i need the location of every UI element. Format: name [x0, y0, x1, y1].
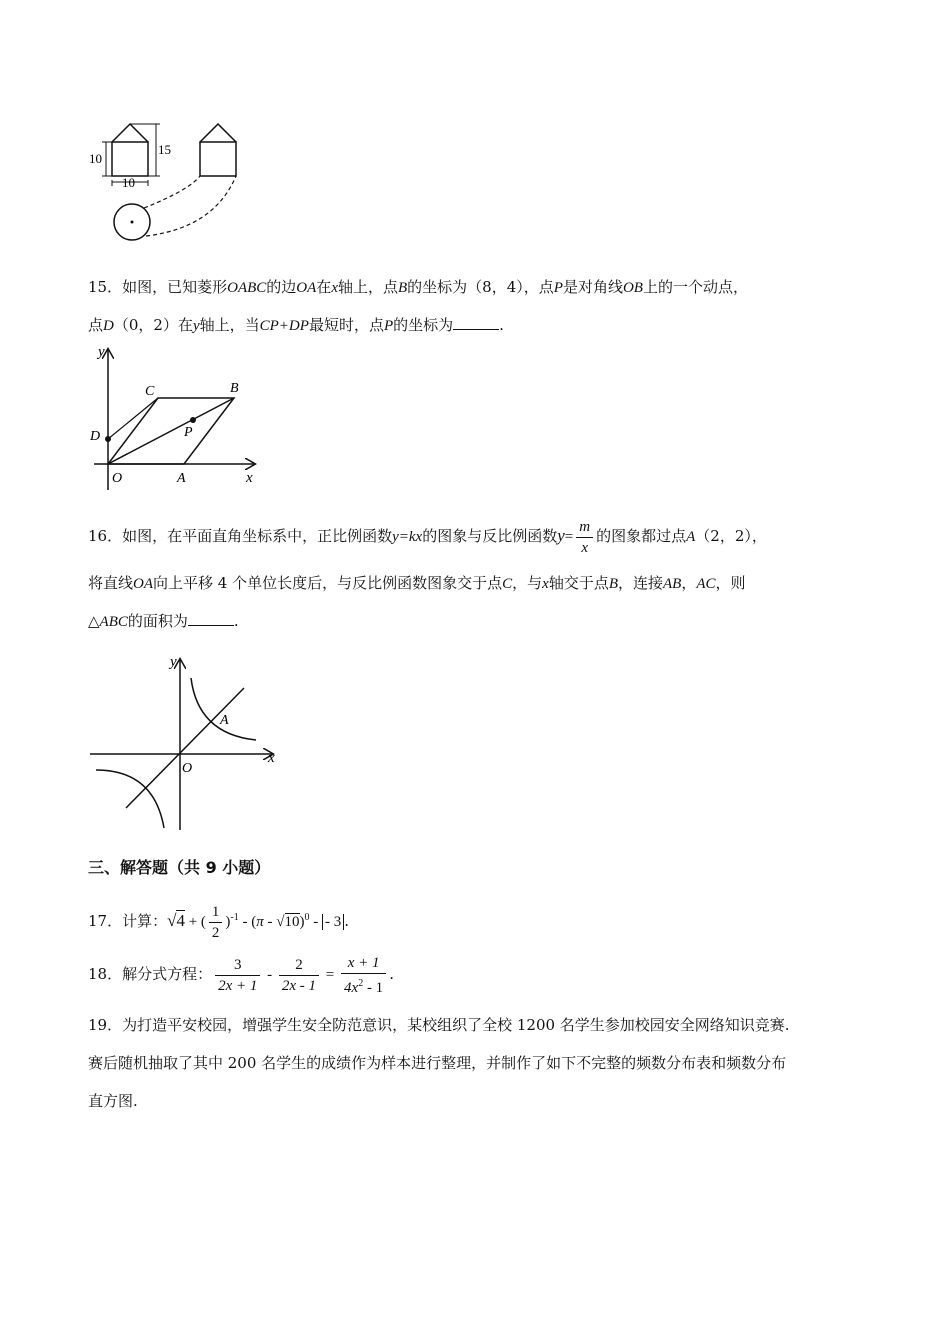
fraction-half: $\frac{1}{2}$ — [209, 902, 223, 943]
sqrt-4: √4 — [167, 911, 185, 930]
q16-line-2: 将直线OA向上平移 4 个单位长度后，与反比例函数图象交于点C，与x轴交于点B，连接AB，AC，则 — [88, 574, 746, 592]
answer-blank — [188, 611, 234, 626]
fraction-1: $\frac{3}{2x + 1}$ — [215, 955, 260, 996]
q17-line: 17．计算：√4 + ( $\frac{1}{2}$ )$^{-1}$ - (π - √10)$^0$ - - 3 . — [88, 903, 350, 941]
point-label-p: P — [184, 425, 193, 440]
q15-line-2: 点D（0，2）在y轴上，当CP+DP最短时，点P的坐标为 . — [88, 316, 504, 334]
house-projection-figure — [84, 118, 254, 248]
dim-label-height-right: 15 — [158, 142, 171, 157]
point-label-a: A — [220, 713, 229, 728]
q19-line-1: 19．为打造平安校园，增强学生安全防范意识，某校组织了全校 1200 名学生参加校园安全网络知识竞赛. — [88, 1016, 790, 1034]
axis-label-y: y — [98, 344, 105, 360]
point-label-o: O — [112, 471, 123, 486]
hyperbola-figure — [88, 652, 288, 834]
fraction-3: $\frac{x + 1}{4x^2 - 1}$ — [341, 953, 386, 998]
axis-label-y: y — [170, 654, 177, 670]
q16-line-1: 16．如图，在平面直角坐标系中，正比例函数y=kx的图象与反比例函数y= $\frac{m}{x}$ 的图象都过点A（2，2）， — [88, 518, 767, 556]
axis-label-x: x — [268, 750, 275, 766]
q16-line-3: △ABC的面积为 . — [88, 612, 239, 630]
abs-value: - 3 — [322, 914, 344, 930]
point-label-d: D — [90, 429, 101, 444]
sqrt-10: √10 — [276, 914, 300, 930]
fraction-2: $\frac{2}{2x - 1}$ — [279, 955, 319, 996]
point-label-o: O — [182, 761, 193, 776]
dim-label-width: 10 — [122, 175, 135, 190]
q15-line-1: 15．如图，已知菱形OABC的边OA在x轴上，点B的坐标为（8，4），点P是对角线OB上的一个动点， — [88, 278, 748, 296]
axis-label-x: x — [246, 470, 253, 486]
fraction-m-over-x: $\frac{m}{x}$ — [576, 517, 593, 558]
dim-label-height-left: 10 — [89, 151, 102, 166]
section-heading: 三、解答题（共 9 小题） — [88, 858, 271, 877]
q19-line-3: 直方图. — [88, 1092, 138, 1110]
q19-line-2: 赛后随机抽取了其中 200 名学生的成绩作为样本进行整理，并制作了如下不完整的频数分布表和频数分布 — [88, 1054, 787, 1072]
rhombus-figure — [84, 340, 274, 498]
point-label-b: B — [230, 381, 239, 396]
point-label-c: C — [145, 384, 155, 399]
q18-line: 18．解分式方程： $\frac{3}{2x + 1}$ - $\frac{2}{2x - 1}$ = $\frac{x + 1}{4x^2 - 1}$ . — [88, 954, 394, 996]
point-label-a: A — [177, 471, 186, 486]
answer-blank — [453, 315, 499, 330]
